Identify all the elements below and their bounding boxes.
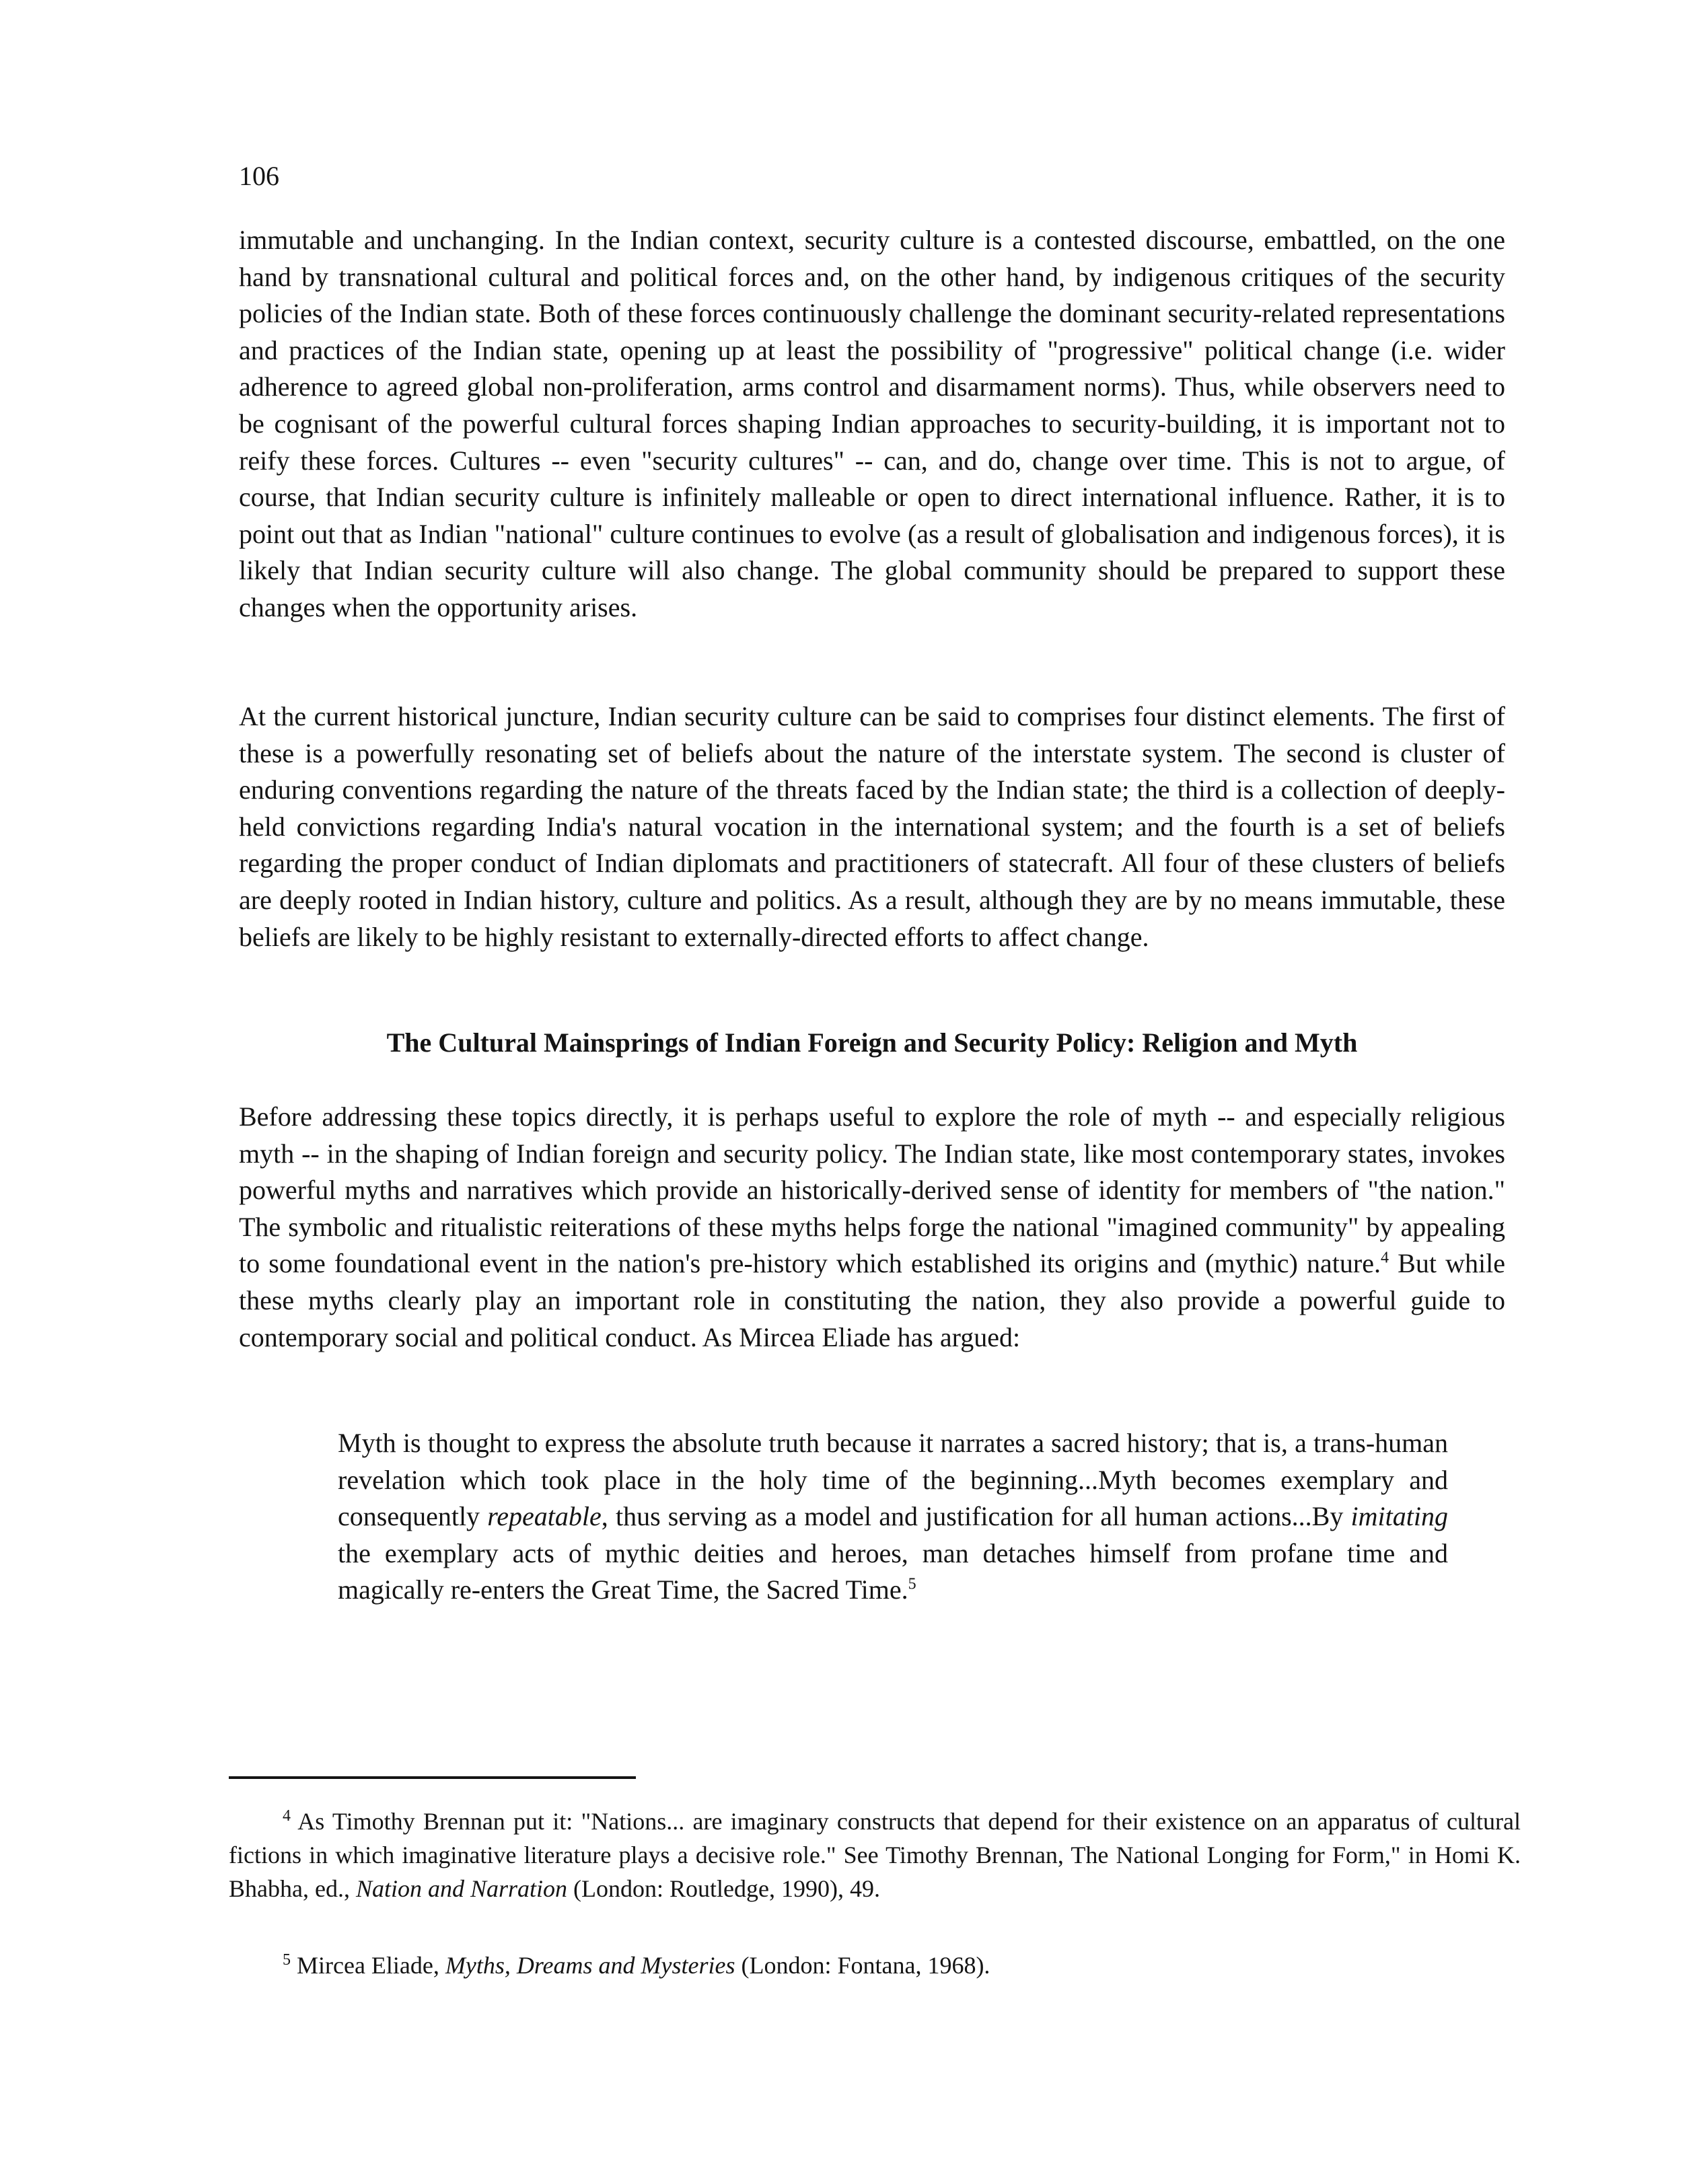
- quote-part-3: the exemplary acts of mythic deities and heroes, man detaches himself from profane time and magically re-enters the Great Time, the Sacred Time.: [338, 1537, 1448, 1605]
- footnote-4: [229, 1805, 1521, 1905]
- body-paragraph-3: [239, 1099, 1505, 1356]
- footnote-ref-5: 5: [908, 1576, 916, 1594]
- footnote-5-text-before: Mircea Eliade,: [291, 1952, 445, 1979]
- paragraph-3-text-before-ref: Before addressing these topics directly, it is perhaps useful to explore the role of myth -- and especially religious myth -- in the shaping of Indian foreign and security policy. The Indian state, like most contemporary states, invokes powerful myths and narratives which provide an historically-derived sense of identity for members of "the nation." The symbolic and ritualistic reiterations of these myths helps forge the national "imagined community" by appealing to some foundational event in the nation's pre-history which established its origins and (mythic) nature.: [239, 1101, 1505, 1279]
- footnote-5: [229, 1949, 1521, 1982]
- quote-part-2: , thus serving as a model and justification for all human actions...By: [601, 1501, 1351, 1532]
- footnote-5-text-after: (London: Fontana, 1968).: [735, 1952, 990, 1979]
- page-number: 106: [239, 161, 279, 191]
- footnote-5-marker: 5: [283, 1951, 291, 1969]
- footnote-4-text-after: (London: Routledge, 1990), 49.: [567, 1875, 880, 1902]
- body-paragraph-1: immutable and unchanging. In the Indian context, security culture is a contested discourse, embattled, on the one hand by transnational cultural and political forces and, on the other hand, by indigenous critiques of the security policies of the Indian state. Both of these forces continuously challenge the dominant security-related representations and practices of the Indian state, opening up at least the possibility of "progressive" political change (i.e. wider adherence to agreed global non-proliferation, arms control and disarmament norms). Thus, while observers need to be cognisant of the powerful cultural forces shaping Indian approaches to security-building, it is important not to reify these forces. Cultures -- even "security cultures" -- can, and do, change over time. This is not to argue, of course, that Indian security culture is infinitely malleable or open to direct international influence. Rather, it is to point out that as Indian "national" culture continues to evolve (as a result of globalisation and indigenous forces), it is likely that Indian security culture will also change. The global community should be prepared to support these changes when the opportunity arises.: [239, 225, 1505, 622]
- body-paragraph-2: At the current historical juncture, Indian security culture can be said to comprises four distinct elements. The first of these is a powerfully resonating set of beliefs about the nature of the interstate system. The second is cluster of enduring conventions regarding the nature of the threats faced by the Indian state; the third is a collection of deeply-held convictions regarding India's natural vocation in the international system; and the fourth is a set of beliefs regarding the proper conduct of Indian diplomats and practitioners of statecraft. All four of these clusters of beliefs are deeply rooted in Indian history, culture and politics. As a result, although they are by no means immutable, these beliefs are likely to be highly resistant to externally-directed efforts to affect change.: [239, 701, 1505, 952]
- quote-italic-repeatable: repeatable: [487, 1501, 602, 1532]
- footnote-5-italic-title: Myths, Dreams and Mysteries: [445, 1952, 735, 1979]
- footnote-4-italic-title: Nation and Narration: [355, 1875, 568, 1902]
- footnote-4-marker: 4: [283, 1807, 291, 1825]
- section-heading: The Cultural Mainsprings of Indian Foreign and Security Policy: Religion and Myth: [386, 1027, 1358, 1058]
- footnote-divider: [229, 1776, 636, 1779]
- footnote-ref-4: 4: [1380, 1249, 1389, 1268]
- paragraph-3-text-after-ref: But while these myths clearly play an important role in constituting the nation, they also provide a powerful guide to contemporary social and political conduct. As Mircea Eliade has argued:: [239, 1248, 1505, 1352]
- quote-italic-imitating: imitating: [1350, 1501, 1448, 1532]
- footnote-4-text-before: As Timothy Brennan put it: "Nations... are imaginary constructs that depend for their existence on an apparatus of cultural fictions in which imaginative literature plays a decisive role." See Timothy Brennan, The National Longing for Form," in Homi K. Bhabha, ed.,: [229, 1808, 1521, 1902]
- block-quote: [338, 1425, 1448, 1609]
- quote-part-1: Myth is thought to express the absolute truth because it narrates a sacred history; that is, a trans-human revelation which took place in the holy time of the beginning...Myth becomes exemplary and consequently: [338, 1428, 1448, 1532]
